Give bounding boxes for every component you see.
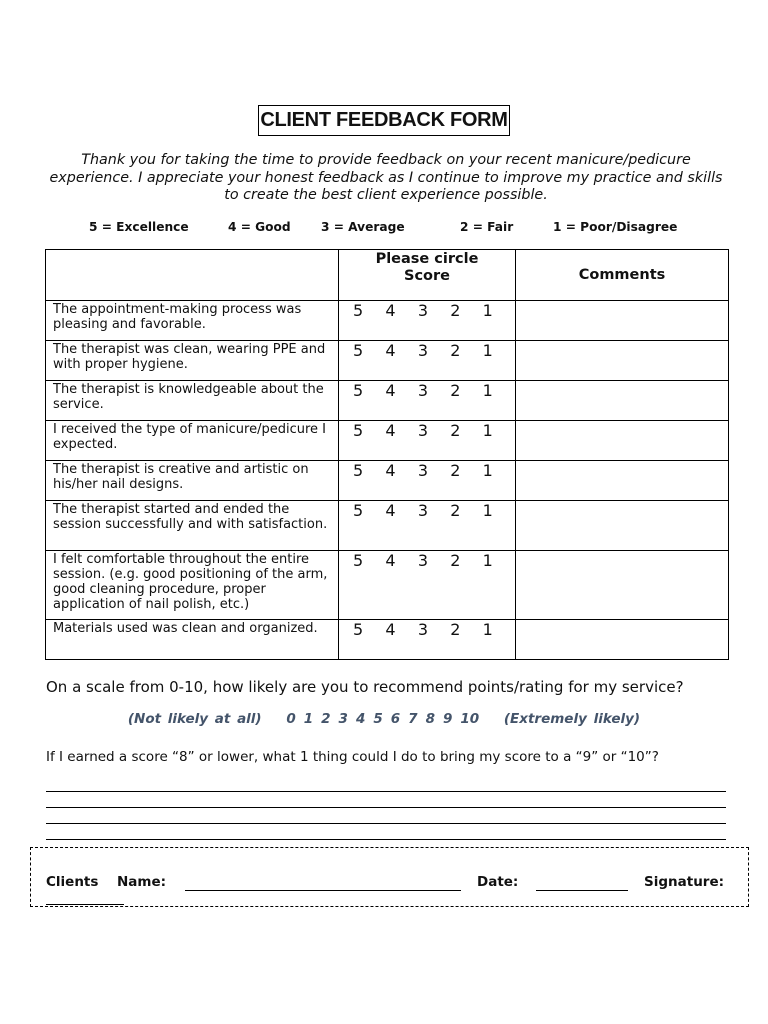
scale-high-label: (Extremely likely) <box>503 711 641 727</box>
recommend-question: On a scale from 0-10, how likely are you to recommend points/rating for my service? <box>46 678 684 696</box>
table-row <box>46 381 729 421</box>
name-label: Name: <box>117 874 167 890</box>
score-option[interactable]: 3 <box>417 341 428 360</box>
score-option[interactable]: 3 <box>417 620 428 639</box>
score-option[interactable]: 1 <box>482 551 493 570</box>
score-option[interactable]: 2 <box>450 421 461 440</box>
score-header <box>339 250 516 301</box>
intro-text: Thank you for taking the time to provide feedback on your recent manicure/pedicure experience. I appreciate your honest feedback as I continue to improve my practice and skills to create the best client experience possible. <box>49 152 723 203</box>
score-options <box>339 381 515 401</box>
question-cell: Materials used was clean and organized. <box>46 620 339 660</box>
score-option[interactable]: 3 <box>417 501 428 520</box>
score-options <box>339 301 515 321</box>
title-wrap <box>0 105 768 136</box>
score-option[interactable]: 4 <box>385 301 396 320</box>
score-option[interactable]: 1 <box>482 381 493 400</box>
question-cell: I felt comfortable throughout the entire session. (e.g. good positioning of the arm, good cleaning procedure, proper application of nail polish, etc.) <box>46 551 339 620</box>
score-option[interactable]: 2 <box>450 341 461 360</box>
date-field[interactable] <box>536 876 628 891</box>
score-options <box>339 620 515 640</box>
score-option[interactable]: 3 <box>417 551 428 570</box>
scale-number[interactable]: 7 <box>408 711 418 727</box>
answer-line[interactable] <box>46 808 726 824</box>
question-header <box>46 250 339 301</box>
score-option[interactable]: 3 <box>417 301 428 320</box>
scale-number[interactable]: 6 <box>390 711 401 727</box>
score-option[interactable]: 4 <box>385 341 396 360</box>
score-option[interactable]: 4 <box>385 620 396 639</box>
legend-1: 1 = Poor/Disagree <box>553 220 678 234</box>
comments-cell[interactable] <box>516 301 729 341</box>
score-option[interactable]: 5 <box>353 620 364 639</box>
scale-low-label: (Not likely at all) <box>127 711 262 727</box>
scale-number[interactable]: 0 <box>286 711 296 727</box>
legend-5: 5 = Excellence <box>89 220 189 234</box>
comments-cell[interactable] <box>516 381 729 421</box>
score-options <box>339 341 515 361</box>
table-row <box>46 461 729 501</box>
legend-4: 4 = Good <box>228 220 291 234</box>
score-option[interactable]: 2 <box>450 620 461 639</box>
score-option[interactable]: 4 <box>385 381 396 400</box>
score-option[interactable]: 5 <box>353 551 364 570</box>
scale-number[interactable]: 8 <box>425 711 435 727</box>
score-options <box>339 501 515 521</box>
score-option[interactable]: 4 <box>385 501 396 520</box>
score-option[interactable]: 4 <box>385 421 396 440</box>
question-cell: The therapist is knowledgeable about the service. <box>46 381 339 421</box>
score-options <box>339 421 515 441</box>
score-option[interactable]: 3 <box>417 381 428 400</box>
score-cell <box>339 620 516 660</box>
score-cell <box>339 501 516 551</box>
improve-question: If I earned a score “8” or lower, what 1 thing could I do to bring my score to a “9” or “10”? <box>46 749 659 765</box>
question-cell: The therapist is creative and artistic on his/her nail designs. <box>46 461 339 501</box>
table-row <box>46 341 729 381</box>
comments-cell[interactable] <box>516 551 729 620</box>
scale-number[interactable]: 10 <box>460 711 480 727</box>
score-option[interactable]: 5 <box>353 421 364 440</box>
table-row <box>46 620 729 660</box>
scale-numbers <box>282 711 483 727</box>
score-options <box>339 551 515 571</box>
score-option[interactable]: 4 <box>385 461 396 480</box>
table-row <box>46 551 729 620</box>
legend-3: 3 = Average <box>321 220 405 234</box>
score-cell <box>339 341 516 381</box>
scale-number[interactable]: 2 <box>321 711 331 727</box>
recommend-scale <box>0 711 768 727</box>
comments-cell[interactable] <box>516 341 729 381</box>
question-cell: The therapist started and ended the session successfully and with satisfaction. <box>46 501 339 551</box>
answer-line[interactable] <box>46 776 726 792</box>
score-option[interactable]: 1 <box>482 341 493 360</box>
score-option[interactable]: 2 <box>450 501 461 520</box>
score-option[interactable]: 3 <box>417 461 428 480</box>
scale-number[interactable]: 5 <box>373 711 383 727</box>
score-option[interactable]: 1 <box>482 301 493 320</box>
score-option[interactable]: 5 <box>353 341 364 360</box>
score-cell <box>339 461 516 501</box>
comments-cell[interactable] <box>516 620 729 660</box>
question-cell: The appointment-making process was pleasing and favorable. <box>46 301 339 341</box>
scale-number[interactable]: 4 <box>355 711 366 727</box>
score-header-label: Please circle Score <box>375 251 479 284</box>
score-option[interactable]: 1 <box>482 620 493 639</box>
table-header-row <box>46 250 729 301</box>
answer-lines[interactable] <box>46 776 726 840</box>
comments-cell[interactable] <box>516 421 729 461</box>
score-option[interactable]: 3 <box>417 421 428 440</box>
score-option[interactable]: 2 <box>450 381 461 400</box>
scale-number[interactable]: 3 <box>338 711 348 727</box>
comments-cell[interactable] <box>516 461 729 501</box>
score-option[interactable]: 5 <box>353 501 364 520</box>
score-option[interactable]: 2 <box>450 551 461 570</box>
comments-header: Comments <box>516 250 729 301</box>
score-cell <box>339 421 516 461</box>
question-cell: The therapist was clean, wearing PPE and with proper hygiene. <box>46 341 339 381</box>
scale-number[interactable]: 1 <box>303 711 314 727</box>
clients-label: Clients <box>46 874 99 890</box>
score-option[interactable]: 1 <box>482 501 493 520</box>
score-option[interactable]: 2 <box>450 301 461 320</box>
table-row <box>46 421 729 461</box>
legend-2: 2 = Fair <box>460 220 514 234</box>
name-field[interactable] <box>185 876 461 891</box>
table-row <box>46 301 729 341</box>
score-cell <box>339 551 516 620</box>
table-row <box>46 501 729 551</box>
answer-line[interactable] <box>46 792 726 808</box>
score-option[interactable]: 4 <box>385 551 396 570</box>
score-option[interactable]: 5 <box>353 381 364 400</box>
score-option[interactable]: 1 <box>482 461 493 480</box>
date-label: Date: <box>477 874 519 890</box>
score-option[interactable]: 5 <box>353 461 364 480</box>
score-option[interactable]: 5 <box>353 301 364 320</box>
score-option[interactable]: 2 <box>450 461 461 480</box>
question-cell: I received the type of manicure/pedicure I expected. <box>46 421 339 461</box>
form-title: CLIENT FEEDBACK FORM <box>258 105 509 136</box>
answer-line[interactable] <box>46 824 726 840</box>
score-cell <box>339 381 516 421</box>
feedback-table <box>45 249 729 660</box>
signature-box <box>30 847 749 907</box>
comments-cell[interactable] <box>516 501 729 551</box>
score-options <box>339 461 515 481</box>
score-option[interactable]: 1 <box>482 421 493 440</box>
score-cell <box>339 301 516 341</box>
signature-field[interactable] <box>46 890 124 905</box>
signature-label: Signature: <box>644 874 725 890</box>
scale-number[interactable]: 9 <box>442 711 453 727</box>
